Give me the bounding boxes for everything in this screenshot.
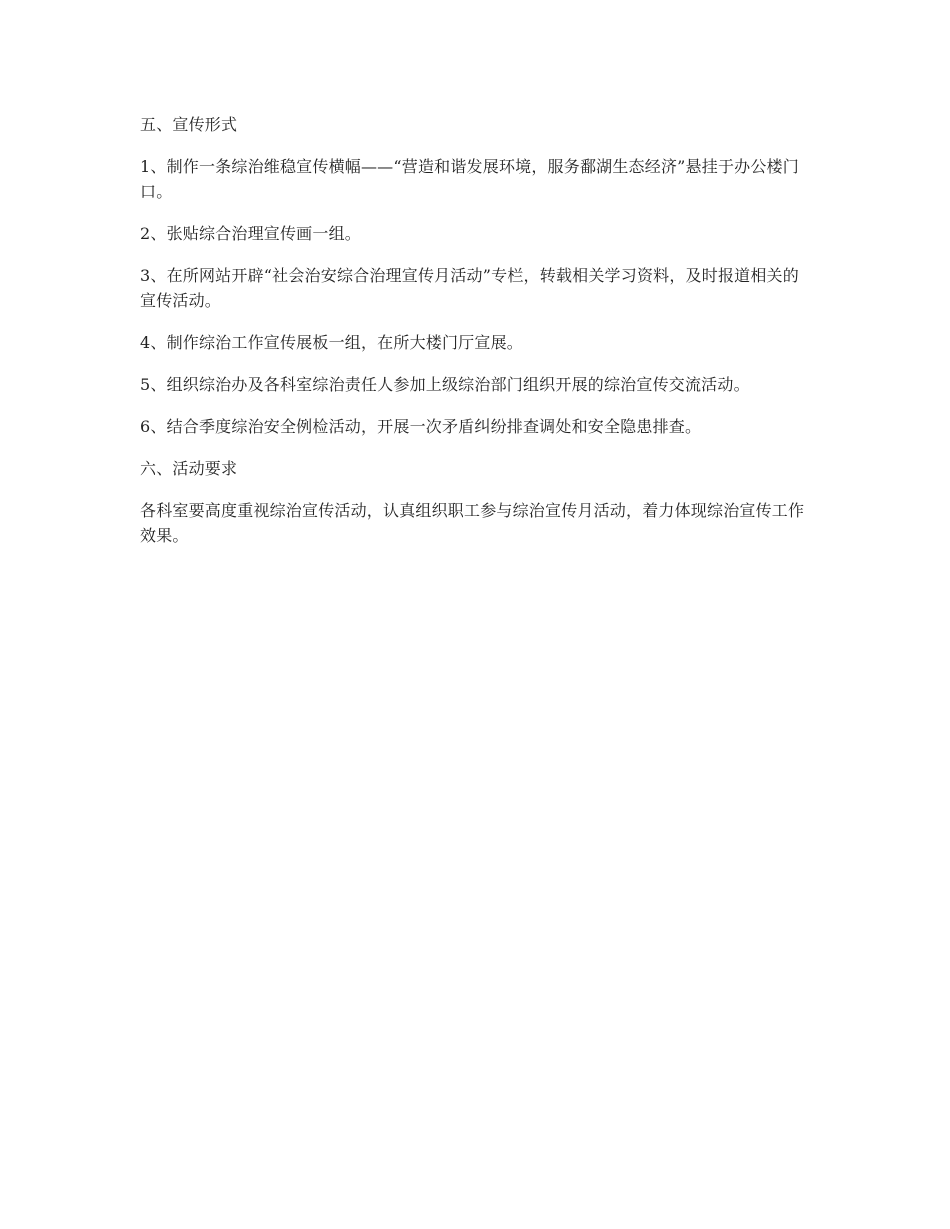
document-body xyxy=(140,112,815,565)
list-item-4: 4、制作综治工作宣传展板一组，在所大楼门厅宣展。 xyxy=(140,333,523,352)
list-item-2: 2、张贴综合治理宣传画一组。 xyxy=(140,224,361,243)
section-6-heading: 六、活动要求 xyxy=(140,459,238,478)
closing-paragraph: 各科室要高度重视综治宣传活动，认真组织职工参与综治宣传月活动，着力体现综治宣传工作效果。 xyxy=(140,501,805,545)
list-item-6: 6、结合季度综治安全例检活动，开展一次矛盾纠纷排查调处和安全隐患排查。 xyxy=(140,417,702,436)
list-item-3: 3、在所网站开辟“社会治安综合治理宣传月活动”专栏，转载相关学习资料，及时报道相关的宣传活动。 xyxy=(140,266,799,310)
list-item-1: 1、制作一条综治维稳宣传横幅——“营造和谐发展环境，服务鄱湖生态经济”悬挂于办公楼门口。 xyxy=(140,157,799,201)
list-item-5: 5、组织综治办及各科室综治责任人参加上级综治部门组织开展的综治宣传交流活动。 xyxy=(140,375,750,394)
section-5-heading: 五、宣传形式 xyxy=(140,115,238,134)
